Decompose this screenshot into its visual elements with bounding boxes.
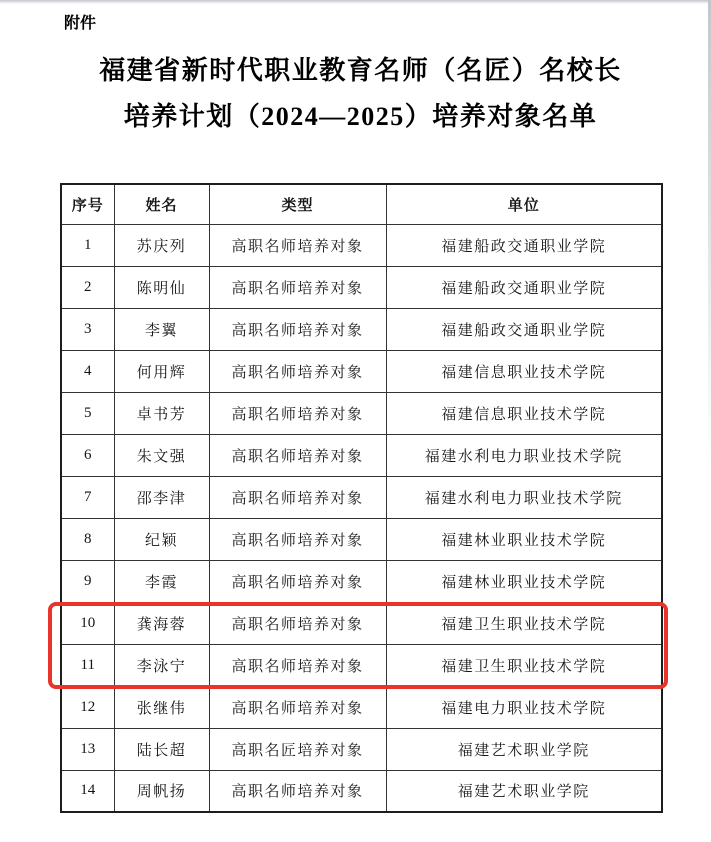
cell-type: 高职名师培养对象 <box>209 224 386 266</box>
cell-type: 高职名师培养对象 <box>209 770 386 812</box>
cell-no: 2 <box>61 266 114 308</box>
cell-no: 10 <box>61 602 114 644</box>
cell-type: 高职名师培养对象 <box>209 350 386 392</box>
document-title <box>60 48 661 140</box>
cell-name: 周帆扬 <box>114 770 209 812</box>
cell-type: 高职名师培养对象 <box>209 308 386 350</box>
cell-unit: 福建林业职业技术学院 <box>386 560 662 602</box>
cell-unit: 福建信息职业技术学院 <box>386 350 662 392</box>
table-row <box>61 266 662 308</box>
cell-unit: 福建水利电力职业技术学院 <box>386 434 662 476</box>
header-name: 姓名 <box>114 184 209 224</box>
table-row-highlighted <box>61 602 662 644</box>
table-row <box>61 686 662 728</box>
table-row-highlighted <box>61 644 662 686</box>
header-no: 序号 <box>61 184 114 224</box>
table-row <box>61 350 662 392</box>
cell-no: 5 <box>61 392 114 434</box>
cell-unit: 福建艺术职业学院 <box>386 728 662 770</box>
cell-type: 高职名师培养对象 <box>209 644 386 686</box>
cell-name: 苏庆列 <box>114 224 209 266</box>
cell-unit: 福建船政交通职业学院 <box>386 308 662 350</box>
cell-no: 3 <box>61 308 114 350</box>
cell-name: 李泳宁 <box>114 644 209 686</box>
table-row <box>61 518 662 560</box>
header-type: 类型 <box>209 184 386 224</box>
page-edge-top <box>0 0 711 4</box>
cell-name: 陆长超 <box>114 728 209 770</box>
document-title-line2: 培养计划（2024—2025）培养对象名单 <box>123 102 598 131</box>
cell-no: 14 <box>61 770 114 812</box>
cell-unit: 福建船政交通职业学院 <box>386 224 662 266</box>
cell-no: 4 <box>61 350 114 392</box>
header-unit: 单位 <box>386 184 662 224</box>
cell-type: 高职名师培养对象 <box>209 434 386 476</box>
cell-type: 高职名师培养对象 <box>209 266 386 308</box>
cell-name: 李霞 <box>114 560 209 602</box>
cell-name: 李翼 <box>114 308 209 350</box>
cell-no: 6 <box>61 434 114 476</box>
cell-no: 13 <box>61 728 114 770</box>
table-header <box>61 184 662 224</box>
cell-unit: 福建卫生职业技术学院 <box>386 602 662 644</box>
cell-name: 龚海蓉 <box>114 602 209 644</box>
table-row <box>61 728 662 770</box>
cell-type: 高职名师培养对象 <box>209 602 386 644</box>
attachment-label: 附件 <box>64 15 97 32</box>
cell-name: 卓书芳 <box>114 392 209 434</box>
cell-unit: 福建艺术职业学院 <box>386 770 662 812</box>
cell-name: 何用辉 <box>114 350 209 392</box>
cell-name: 陈明仙 <box>114 266 209 308</box>
document-title-line1: 福建省新时代职业教育名师（名匠）名校长 <box>99 56 622 85</box>
cell-name: 朱文强 <box>114 434 209 476</box>
cell-name: 张继伟 <box>114 686 209 728</box>
table-row <box>61 560 662 602</box>
table-row <box>61 434 662 476</box>
table-row <box>61 308 662 350</box>
cell-name: 纪颖 <box>114 518 209 560</box>
table-body <box>61 224 662 812</box>
cell-unit: 福建卫生职业技术学院 <box>386 644 662 686</box>
cell-type: 高职名师培养对象 <box>209 392 386 434</box>
roster-table <box>60 183 663 813</box>
cell-no: 7 <box>61 476 114 518</box>
table-row <box>61 392 662 434</box>
cell-unit: 福建信息职业技术学院 <box>386 392 662 434</box>
cell-type: 高职名师培养对象 <box>209 476 386 518</box>
cell-no: 1 <box>61 224 114 266</box>
cell-no: 9 <box>61 560 114 602</box>
cell-no: 8 <box>61 518 114 560</box>
header-row <box>61 184 662 224</box>
cell-unit: 福建水利电力职业技术学院 <box>386 476 662 518</box>
cell-no: 11 <box>61 644 114 686</box>
cell-type: 高职名师培养对象 <box>209 560 386 602</box>
cell-no: 12 <box>61 686 114 728</box>
cell-unit: 福建船政交通职业学院 <box>386 266 662 308</box>
table-row <box>61 476 662 518</box>
table-row <box>61 224 662 266</box>
cell-name: 邵李津 <box>114 476 209 518</box>
cell-type: 高职名匠培养对象 <box>209 728 386 770</box>
cell-type: 高职名师培养对象 <box>209 518 386 560</box>
table-row <box>61 770 662 812</box>
cell-unit: 福建电力职业技术学院 <box>386 686 662 728</box>
cell-unit: 福建林业职业技术学院 <box>386 518 662 560</box>
cell-type: 高职名师培养对象 <box>209 686 386 728</box>
